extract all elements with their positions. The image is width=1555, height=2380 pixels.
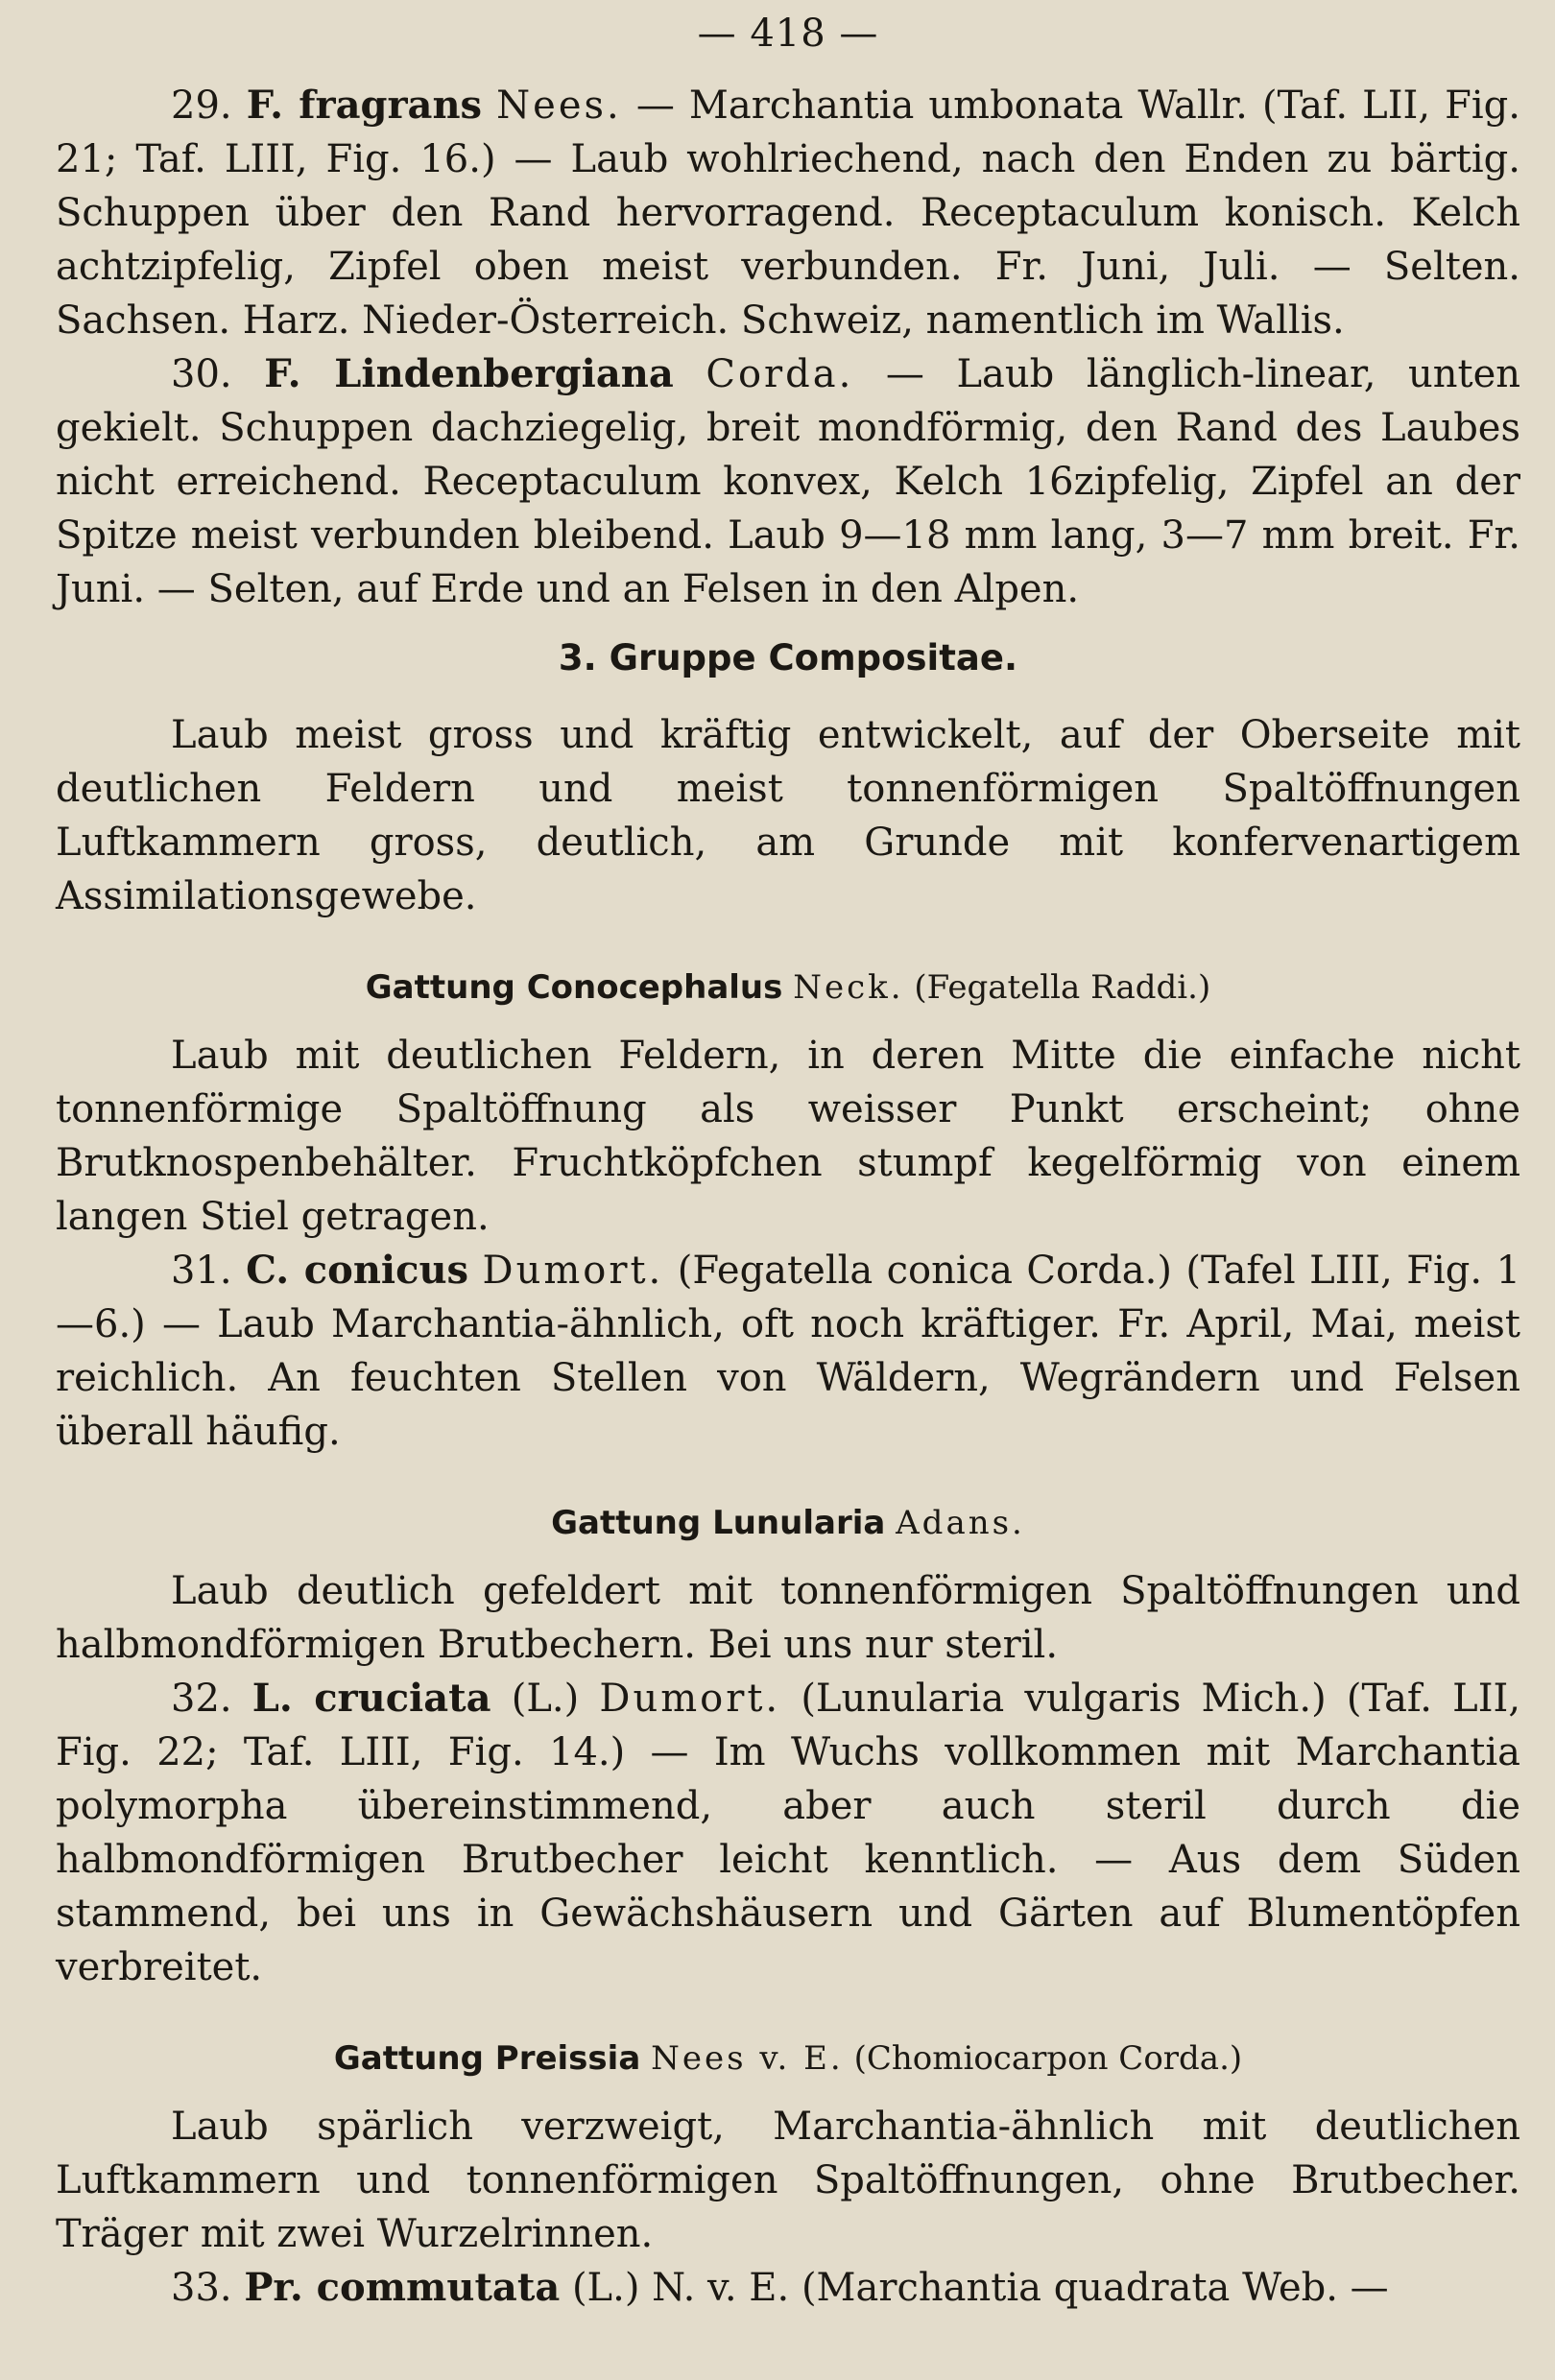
entry-32	[56, 1672, 1520, 1994]
species-name: L. cruciata	[251, 1676, 491, 1721]
genus-synonym: (Fegatella Raddi.)	[914, 968, 1211, 1007]
species-name: F. fragrans	[246, 83, 483, 128]
genus-author: Adans.	[896, 1504, 1025, 1542]
entry-number: 30.	[171, 352, 232, 396]
entry-number: 33.	[171, 2266, 232, 2310]
entry-30	[56, 347, 1520, 616]
entry-33	[56, 2261, 1520, 2315]
entry-text: — Laub länglich-linear, unten gekielt. Schuppen dachziegelig, breit mondförmig, den Rand des Laubes nicht erreichend. Receptaculum konvex, Kelch 16zipfelig, Zipfel an der Spitze meist verbunden bleibend. Laub 9—18 mm lang, 3—7 mm breit. Fr. Juni. — Selten, auf Erde und an Felsen in den Alpen.	[56, 352, 1521, 611]
entry-text: (Marchantia quadrata Web. —	[801, 2266, 1389, 2310]
genus-description: Laub deutlich gefeldert mit tonnenförmigen Spaltöffnungen und halbmondförmigen Brutbechern. Bei uns nur steril.	[56, 1569, 1520, 1667]
genus-author: Nees v. E.	[651, 2039, 844, 2078]
species-author: Corda.	[706, 352, 854, 396]
entry-31	[56, 1244, 1520, 1459]
genus-description: Laub mit deutlichen Feldern, in deren Mitte die einfache nicht tonnenförmige Spaltöffnung als weisser Punkt erscheint; ohne Brutknospenbehälter. Fruchtköpfchen stumpf kegelförmig von einem langen Stiel getragen.	[56, 1034, 1520, 1239]
entry-text: — Marchantia umbonata Wallr. (Taf. LII, Fig. 21; Taf. LIII, Fig. 16.) — Laub wohlriechend, nach den Enden zu bärtig. Schuppen über den Rand hervorragend. Receptaculum konisch. Kelch achtzipfelig, Zipfel oben meist verbunden. Fr. Juni, Juli. — Selten. Sachsen. Harz. Nieder-Österreich. Schweiz, namentlich im Wallis.	[56, 83, 1520, 343]
entry-29	[56, 79, 1520, 347]
species-name: Pr. commutata	[244, 2265, 561, 2310]
genus-name: Gattung Conocephalus	[365, 968, 783, 1007]
genus-description: Laub spärlich verzweigt, Marchantia-ähnlich mit deutlichen Luftkammern und tonnenförmigen Spaltöffnungen, ohne Brutbecher. Träger mit zwei Wurzelrinnen.	[56, 2105, 1520, 2256]
page-number: — 418 —	[697, 12, 879, 56]
genus-name: Gattung Lunularia	[551, 1504, 886, 1542]
genus-synonym: (Chomiocarpon Corda.)	[853, 2039, 1243, 2078]
species-author: Nees.	[496, 83, 622, 128]
entry-number: 31.	[171, 1249, 232, 1293]
species-author: (L.) N. v. E.	[571, 2266, 790, 2310]
entry-text: (Fegatella conica Corda.) (Tafel LIII, Fig. 1—6.) — Laub Marchantia-ähnlich, oft noch kräftiger. Fr. April, Mai, meist reichlich. An feuchten Stellen von Wäldern, Wegrändern und Felsen überall häufig.	[56, 1249, 1521, 1454]
entry-text: (Lunularia vulgaris Mich.) (Taf. LII, Fig. 22; Taf. LIII, Fig. 14.) — Im Wuchs vollkommen mit Marchantia polymorpha übereinstimmend, aber auch steril durch die halbmondförmigen Brutbecher leicht kenntlich. — Aus dem Süden stammend, bei uns in Gewächshäusern und Gärten auf Blumentöpfen verbreitet.	[56, 1677, 1521, 1989]
group-heading: 3. Gruppe Compositae.	[558, 637, 1018, 678]
species-pre-author: (L.)	[511, 1677, 580, 1721]
genus-heading-conocephalus	[56, 964, 1520, 1012]
genus-author: Neck.	[793, 968, 904, 1007]
entry-number: 32.	[171, 1677, 232, 1721]
species-name: F. Lindenbergiana	[264, 351, 674, 396]
genus-heading-preissia	[56, 2035, 1520, 2082]
group-description: Laub meist gross und kräftig entwickelt, auf der Oberseite mit deutlichen Feldern und meist tonnenförmigen Spaltöffnungen Luftkammern gross, deutlich, am Grunde mit konfervenartigem Assimilationsgewebe.	[56, 713, 1520, 918]
species-author: Dumort.	[482, 1249, 664, 1293]
species-name: C. conicus	[246, 1248, 469, 1293]
genus-heading-lunularia	[56, 1499, 1520, 1547]
genus-name: Gattung Preissia	[333, 2039, 641, 2078]
entry-number: 29.	[171, 83, 232, 128]
species-author: Dumort.	[599, 1677, 781, 1721]
